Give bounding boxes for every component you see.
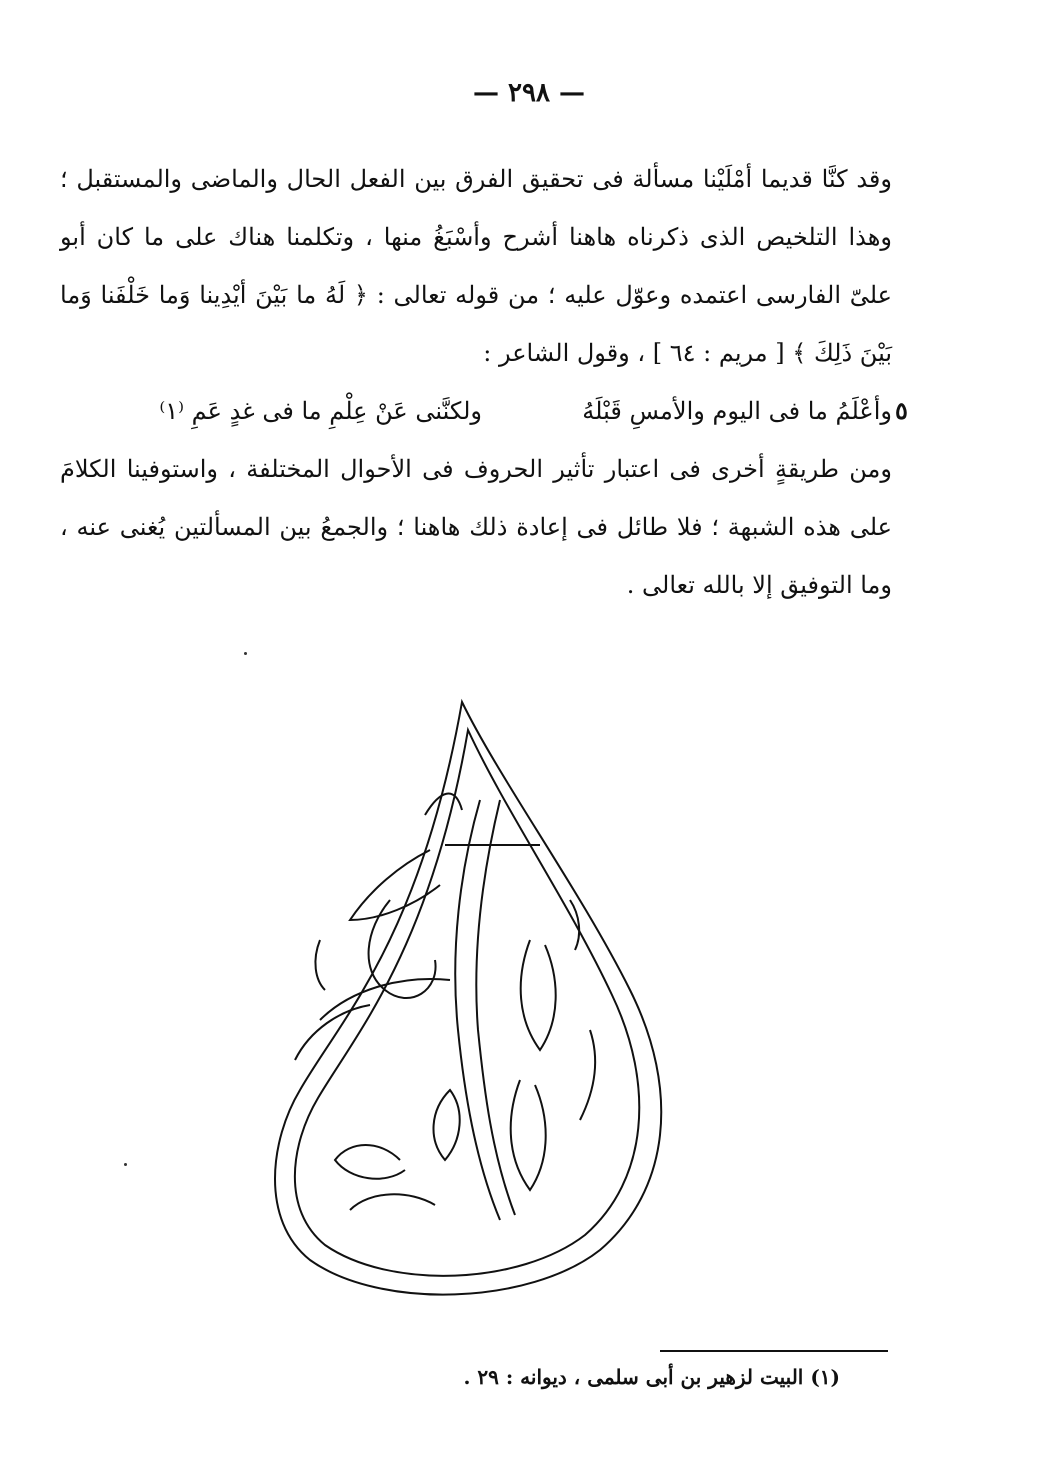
calligraphy-ornament-icon — [200, 690, 700, 1314]
footnote: (١) البيت لزهير بن أبى سلمى ، ديوانه : ٢٩ . — [463, 1365, 840, 1389]
poem-first-hemistich: وأعْلَمُ ما فى اليوم والأمسِ قَبْلَهُ — [582, 397, 892, 425]
poem-second-hemistich: ولكنَّنى عَنْ عِلْمِ ما فى غدٍ عَمِ ⁽١⁾ — [159, 397, 482, 425]
footnote-divider — [660, 1350, 888, 1352]
poem-verse — [60, 382, 892, 440]
paragraph-1: وقد كنَّا قديما أمْلَيْنا مسألة فى تحقيق الفرق بين الفعل الحال والماضى والمستقبل ؛ وهذا التلخيص الذى ذكرناه هاهنا أشرح وأسْبَغُ منها ، وتكلمنا هناك على ما كان أبو علىّ الفارسى اعتمده وعوّل عليه ؛ من قوله تعالى : ﴿ لَهُ ما بَيْنَ أيْدِينا وَما خَلْفَنا وَما بَيْنَ ذَلِكَ ﴾ [ مريم : ٦٤ ] ، وقول الشاعر : — [60, 165, 892, 367]
line-number: ٥ — [895, 396, 908, 425]
paragraph-2: ومن طريقةٍ أخرى فى اعتبار تأثير الحروف فى الأحوال المختلفة ، واستوفينا الكلامَ على هذه الشبهة ؛ فلا طائل فى إعادة ذلك هاهنا ؛ والجمعُ بين المسألتين يُغنى عنه ، وما التوفيق إلا بالله تعالى . — [60, 455, 892, 599]
page-number: — ٢٩٨ — — [472, 78, 586, 108]
main-text — [60, 150, 892, 614]
